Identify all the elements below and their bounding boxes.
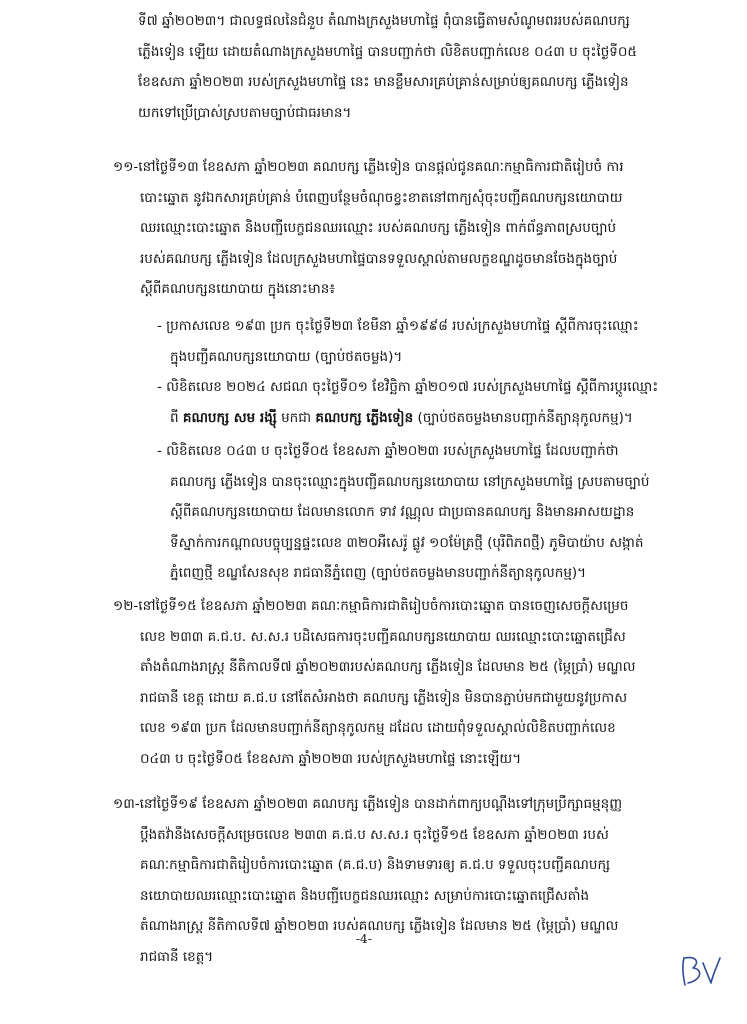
text-line: - ប្រកាសលេខ ១៩៣ ប្រក ចុះថ្ងៃទី២៣ ខែមីនា ឆ្នាំ១៩៩៨ របស់ក្រសួងមហាផ្ទៃ ស្ដីពីការចុះឈ្មោះ	[157, 318, 639, 334]
paragraph-11	[113, 152, 685, 305]
text-line: ស្ដីពីគណបក្សនយោបាយ ដែលមានលោក ទាវ វណ្ណុល ជាប្រធានគណបក្ស និងមានអាសយដ្ឋាន	[170, 504, 635, 520]
text-line: ស្ដីពីគណបក្សនយោបាយ ក្នុងនោះមាន៖	[140, 281, 336, 297]
initials-signature-icon	[676, 952, 722, 992]
text-line: - លិខិតលេខ ២០២៤ សជណ ចុះថ្ងៃទី០១ ខែវិច្ឆិកា ឆ្នាំ២០១៧ របស់ក្រសួងមហាផ្ទៃ ស្ដីពីការប្ដូរឈ្មោះ	[157, 379, 659, 395]
text-line: ប្ដឹងតវ៉ានឹងសេចក្ដីសម្រេចលេខ ២៣៣ គ.ជ.ប ស.ស.រ ចុះថ្ងៃទី១៥ ខែឧសភា ឆ្នាំ២០២៣ របស់	[140, 826, 609, 843]
text-line: ភ្នំពេញថ្មី ខណ្ឌសែនសុខ រាជធានីភ្នំពេញ (ច្បាប់ថតចម្លងមានបញ្ជាក់នីត្យានុកូលកម្ម)។	[170, 565, 587, 581]
paragraph-12	[113, 591, 685, 774]
text-line	[157, 403, 685, 434]
text-segment: មកជា	[276, 409, 316, 426]
text-line: ១២-នៅថ្ងៃទី១៥ ខែឧសភា ឆ្នាំ២០២៣ គណៈកម្មាធិការជាតិរៀបចំការបោះឆ្នោត បានចេញសេចក្ដីសម្រេច	[113, 598, 629, 614]
bullet-item-prakas-193	[157, 311, 685, 372]
text-line: រាជធានី ខេត្ត ដោយ គ.ជ.ប នៅតែសំអាងថា គណបក្ស ភ្លើងទៀន មិនបានភ្ជាប់មកជាមួយនូវប្រកាស	[140, 689, 628, 706]
text-line: ឈរឈ្មោះបោះឆ្នោត និងបញ្ជីបេក្ខជនឈរឈ្មោះ របស់គណបក្ស ភ្លើងទៀន ពាក់ព័ន្ធភាពស្របច្បាប់	[140, 220, 617, 236]
text-line: រាជធានី ខេត្ត។	[140, 948, 214, 965]
page-number: -4-	[356, 932, 372, 946]
old-party-name: គណបក្ស សម រង្ស៊ី	[182, 409, 277, 426]
text-segment: ពី	[170, 409, 183, 426]
text-line: ទី៧ ឆ្នាំ២០២៣។ ជាលទ្ធផលនៃជំនួប តំណាងក្រសួងមហាផ្ទៃ ពុំបានធ្វើតាមសំណូមពររបស់គណបក្ស	[138, 13, 630, 29]
bullet-item-letter-2024	[157, 372, 685, 433]
text-line: ទីស្នាក់ការកណ្ដាលបច្ចុប្បន្នផ្ទះលេខ ៣២០អឺសេរ៉ូ ផ្លូវ ១០ម៉ែត្រថ្មី (បុរីពិភពថ្មី) ភូមិបាយ៉ាប សង្កាត់	[170, 534, 644, 551]
text-line: ខែឧសភា ឆ្នាំ២០២៣ របស់ក្រសួងមហាផ្ទៃ នេះ មានខ្លឹមសារគ្រប់គ្រាន់សម្រាប់ឲ្យគណបក្ស ភ្លើងទៀន	[138, 74, 629, 90]
text-segment: (ច្បាប់ថតចម្លងមានបញ្ជាក់នីត្យានុកូលកម្ម)។	[413, 409, 633, 426]
text-line: ភ្លើងទៀន ឡើយ ដោយតំណាងក្រសួងមហាផ្ទៃ បានបញ្ជាក់ថា លិខិតបញ្ជាក់លេខ ០៤៣ ប ចុះថ្ងៃទី០៥	[138, 43, 637, 60]
text-line: តំណាងរាស្ត្រ នីតិកាលទី៧ ឆ្នាំ២០២៣ របស់គណបក្ស ភ្លើងទៀន ដែលមាន ២៥ (ម្ភៃប្រាំ) មណ្ឌល	[140, 918, 619, 934]
new-party-name: គណបក្ស ភ្លើងទៀន	[315, 409, 414, 426]
text-line: ០៤៣ ប ចុះថ្ងៃទី០៥ ខែឧសភា ឆ្នាំ២០២៣ របស់ក្រសួងមហាផ្ទៃ នោះឡើយ។	[140, 750, 522, 767]
text-line: បោះឆ្នោត នូវឯកសារគ្រប់គ្រាន់ បំពេញបន្ថែមចំណុចខ្វះខាតនៅពាក្យសុំចុះបញ្ជីគណបក្សនយោបាយ	[140, 189, 623, 206]
text-line: តាំងតំណាងរាស្ត្រ នីតិកាលទី៧ ឆ្នាំ២០២៣របស់គណបក្ស ភ្លើងទៀន ដែលមាន ២៥ (ម្ភៃប្រាំ) មណ្ឌល	[140, 659, 636, 675]
text-line: លេខ ២៣៣ គ.ជ.ប. ស.ស.រ បដិសេធការចុះបញ្ជីគណបក្សនយោបាយ ឈរឈ្មោះបោះឆ្នោតជ្រើស	[140, 628, 626, 645]
text-line: - លិខិតលេខ ០៤៣ ប ចុះថ្ងៃទី០៥ ខែឧសភា ឆ្នាំ២០២៣ របស់ក្រសួងមហាផ្ទៃ ដែលបញ្ជាក់ថា	[157, 443, 619, 459]
text-line: របស់គណបក្ស ភ្លើងទៀន ដែលក្រសួងមហាផ្ទៃបានទទួលស្គាល់តាមលក្ខខណ្ឌដូចមានចែងក្នុងច្បាប់	[140, 250, 618, 267]
bullet-item-letter-043	[157, 436, 685, 589]
text-line: គណៈកម្មាធិការជាតិរៀបចំការបោះឆ្នោត (គ.ជ.ប) និងទាមទារឲ្យ គ.ជ.ប ទទួលចុះបញ្ជីគណបក្ស	[140, 857, 611, 873]
text-line: ក្នុងបញ្ជីគណបក្សនយោបាយ (ច្បាប់ថតចម្លង)។	[170, 348, 403, 365]
text-line: គណបក្ស ភ្លើងទៀន បានចុះឈ្មោះក្នុងបញ្ជីគណបក្សនយោបាយ នៅក្រសួងមហាផ្ទៃ ស្របតាមច្បាប់	[170, 473, 650, 490]
text-line: ១៣-នៅថ្ងៃទី១៩ ខែឧសភា ឆ្នាំ២០២៣ គណបក្ស ភ្លើងទៀន បានដាក់ពាក្យបណ្ដឹងទៅក្រុមប្រឹក្សាធម្មនុញ្ញ	[113, 796, 623, 812]
paragraph-continuation	[138, 6, 683, 128]
text-line: លេខ ១៩៣ ប្រក ដែលមានបញ្ជាក់នីត្យានុកូលកម្ម ដដែល ដោយពុំទទួលស្គាល់លិខិតបញ្ជាក់លេខ	[140, 720, 616, 736]
text-line: នយោបាយឈរឈ្មោះបោះឆ្នោត និងបញ្ជីបេក្ខជនឈរឈ្មោះ សម្រាប់ការបោះឆ្នោតជ្រើសតាំង	[140, 887, 590, 904]
paragraph-13	[113, 789, 685, 972]
text-line: ១១-នៅថ្ងៃទី១៣ ខែឧសភា ឆ្នាំ២០២៣ គណបក្ស ភ្លើងទៀន បានផ្ដល់ជូនគណៈកម្មាធិការជាតិរៀបចំ ការ	[113, 159, 624, 175]
text-line: យកទៅប្រើប្រាស់ស្របតាមច្បាប់ជាធរមាន។	[138, 104, 352, 121]
